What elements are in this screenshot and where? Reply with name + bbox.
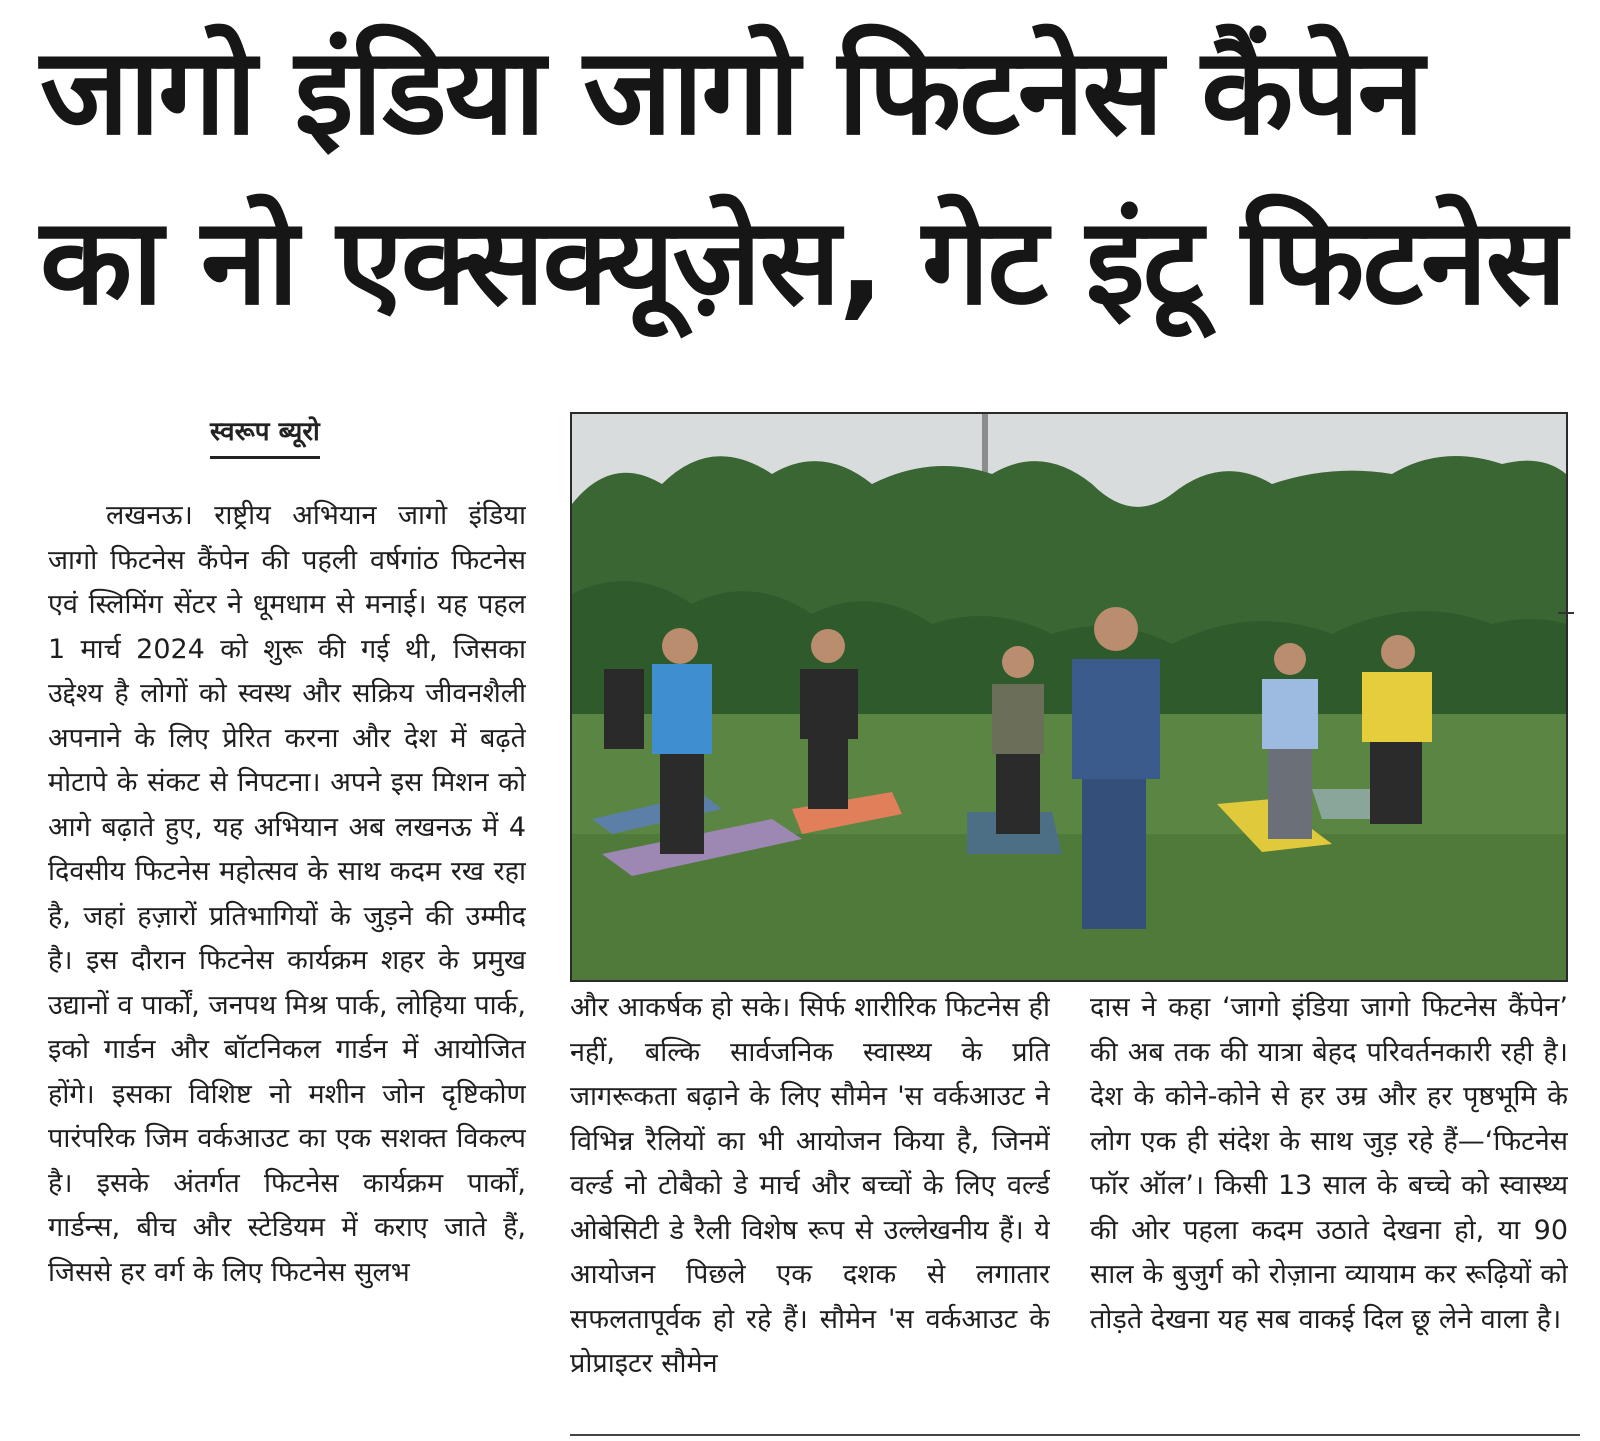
- headline-line-1: जागो इंडिया जागो फिटनेस कैंपेन: [40, 23, 1423, 162]
- headline-line-2: का नो एक्सक्यूज़ेस, गेट इंटू फिटनेस: [40, 193, 1565, 332]
- article-column-2: और आकर्षक हो सके। सिर्फ शारीरिक फिटनेस ही नहीं, बल्कि सार्वजनिक स्वास्थ्य के प्रति जागरूकता बढ़ाने के लिए सौमेन 'स वर्कआउट ने विभिन्न रैलियों का भी आयोजन किया है, जिनमें वर्ल्ड नो टोबैको डे मार्च और बच्चों के लिए वर्ल्ड ओबेसिटी डे रैली विशेष रूप से उल्लेखनीय हैं। ये आयोजन पिछले एक दशक से लगातार सफलतापूर्वक हो रहे हैं। सौमेन 'स वर्कआउट के प्रोप्राइटर सौमेन: [570, 992, 1050, 1379]
- bottom-divider: [570, 1434, 1580, 1436]
- byline: स्वरूप ब्यूरो: [210, 412, 320, 459]
- fitness-group-photo: [572, 414, 1566, 980]
- article-column-1: लखनऊ। राष्ट्रीय अभियान जागो इंडिया जागो फिटनेस कैंपेन की पहली वर्षगांठ फिटनेस एवं स्लिमिंग सेंटर ने धूमधाम से मनाई। यह पहल 1 मार्च 2024 को शुरू की गई थी, जिसका उद्देश्य है लोगों को स्वस्थ और सक्रिय जीवनशैली अपनाने के लिए प्रेरित करना और देश में बढ़ते मोटापे के संकट से निपटना। अपने इस मिशन को आगे बढ़ाते हुए, यह अभियान अब लखनऊ में 4 दिवसीय फिटनेस महोत्सव के साथ कदम रख रहा है, जहां हज़ारों प्रतिभागियों के जुड़ने की उम्मीद है। इस दौरान फिटनेस कार्यक्रम शहर के प्रमुख उद्यानों व पार्कों, जनपथ मिश्र पार्क, लोहिया पार्क, इको गार्डन और बॉटनिकल गार्डन में आयोजित होंगे। इसका विशिष्ट नो मशीन जोन दृष्टिकोण पारंपरिक जिम वर्कआउट का एक सशक्त विकल्प है। इसके अंतर्गत फिटनेस कार्यक्रम पार्कों, गार्डन्स, बीच और स्टेडियम में कराए जाते हैं, जिससे हर वर्ग के लिए फिटनेस सुलभ: [48, 500, 526, 1288]
- margin-mark: [1558, 612, 1574, 614]
- news-photo: [570, 412, 1568, 982]
- article-column-3: दास ने कहा ‘जागो इंडिया जागो फिटनेस कैंपेन’ की अब तक की यात्रा बेहद परिवर्तनकारी रही है। देश के कोने-कोने से हर उम्र और हर पृष्ठभूमि के लोग एक ही संदेश के साथ जुड़ रहे हैं—‘फिटनेस फॉर ऑल’। किसी 13 साल के बच्चे को स्वास्थ्य की ओर पहला कदम उठाते देखना हो, या 90 साल के बुजुर्ग को रोज़ाना व्यायाम कर रूढ़ियों को तोड़ते देखना यह सब वाकई दिल छू लेने वाला है।: [1090, 992, 1568, 1335]
